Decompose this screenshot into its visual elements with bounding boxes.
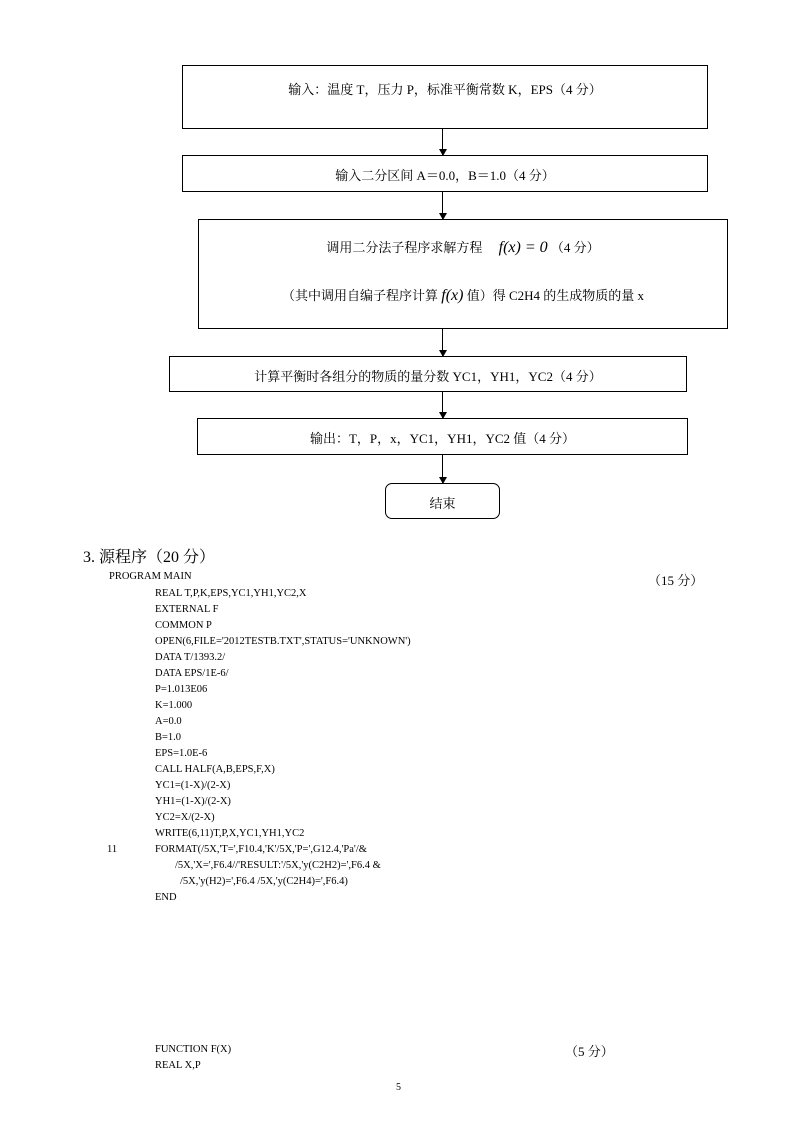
flow-box-interval [182,155,708,192]
code-line: A=0.0 [155,716,182,727]
flow-arrow-2 [442,192,443,219]
flow-box-bisection-line2 [199,285,727,305]
code-line: END [155,892,177,903]
code-line: COMMON P [155,620,212,631]
code-line: K=1.000 [155,700,193,711]
bisection-line2-suffix: 值）得 C2H4 的生成物质的量 x [466,288,645,303]
flow-box-compute-text: 计算平衡时各组分的物质的量分数 YC1，YH1，YC2（4 分） [254,369,602,384]
code-line: YC2=X/(2-X) [155,812,215,823]
code-line: YC1=(1-X)/(2-X) [155,780,231,791]
code-line: PROGRAM MAIN [109,571,192,582]
flow-box-interval-text: 输入二分区间 A＝0.0，B＝1.0（4 分） [335,168,555,183]
function-score: （5 分） [565,1044,614,1059]
flow-box-input [182,65,708,129]
bisection-line1-prefix: 调用二分法子程序求解方程 [326,240,483,255]
bisection-line1-func: f(x) = 0 [498,239,548,256]
section-heading: 3. 源程序（20 分） [83,549,216,566]
code-line: YH1=(1-X)/(2-X) [155,796,231,807]
bisection-line1-suffix: （4 分） [550,240,600,255]
code-line: DATA EPS/1E-6/ [155,668,229,679]
code-line: DATA T/1393.2/ [155,652,226,663]
flow-arrow-3 [442,329,443,356]
flow-box-bisection-line1 [199,237,727,257]
code-line: B=1.0 [155,732,182,743]
main-score: （15 分） [648,573,704,588]
flow-box-bisection [198,219,728,329]
code-line: EPS=1.0E-6 [155,748,208,759]
code-line: EXTERNAL F [155,604,219,615]
code-line: REAL X,P [155,1060,201,1071]
code-line: REAL T,P,K,EPS,YC1,YH1,YC2,X [155,588,307,599]
code-line: P=1.013E06 [155,684,208,695]
page-number: 5 [396,1082,401,1093]
bisection-line2-func: f(x) [441,287,464,304]
code-line: CALL HALF(A,B,EPS,F,X) [155,764,275,775]
flow-box-input-text: 输入：温度 T，压力 P，标准平衡常数 K，EPS（4 分） [288,82,602,97]
code-line: OPEN(6,FILE='2012TESTB.TXT',STATUS='UNKNOWN') [155,636,411,647]
flow-end-box [385,483,500,519]
flow-box-output [197,418,688,455]
code-line: WRITE(6,11)T,P,X,YC1,YH1,YC2 [155,828,305,839]
code-label: 11 [107,844,118,855]
flow-box-compute [169,356,687,392]
code-line: FORMAT(/5X,'T=',F10.4,'K'/5X,'P=',G12.4,'Pa'/& [155,844,367,855]
flow-arrow-5 [442,455,443,483]
flow-arrow-4 [442,392,443,418]
flow-arrow-1 [442,129,443,155]
bisection-line2-prefix: （其中调用自编子程序计算 [281,288,438,303]
flow-box-output-text: 输出：T，P，x，YC1，YH1，YC2 值（4 分） [309,431,576,446]
code-line: /5X,'y(H2)=',F6.4 /5X,'y(C2H4)=',F6.4) [180,876,348,887]
code-line: FUNCTION F(X) [155,1044,232,1055]
code-line: /5X,'X=',F6.4//'RESULT:'/5X,'y(C2H2)=',F6.4 & [175,860,381,871]
flow-end-text: 结束 [429,496,456,511]
